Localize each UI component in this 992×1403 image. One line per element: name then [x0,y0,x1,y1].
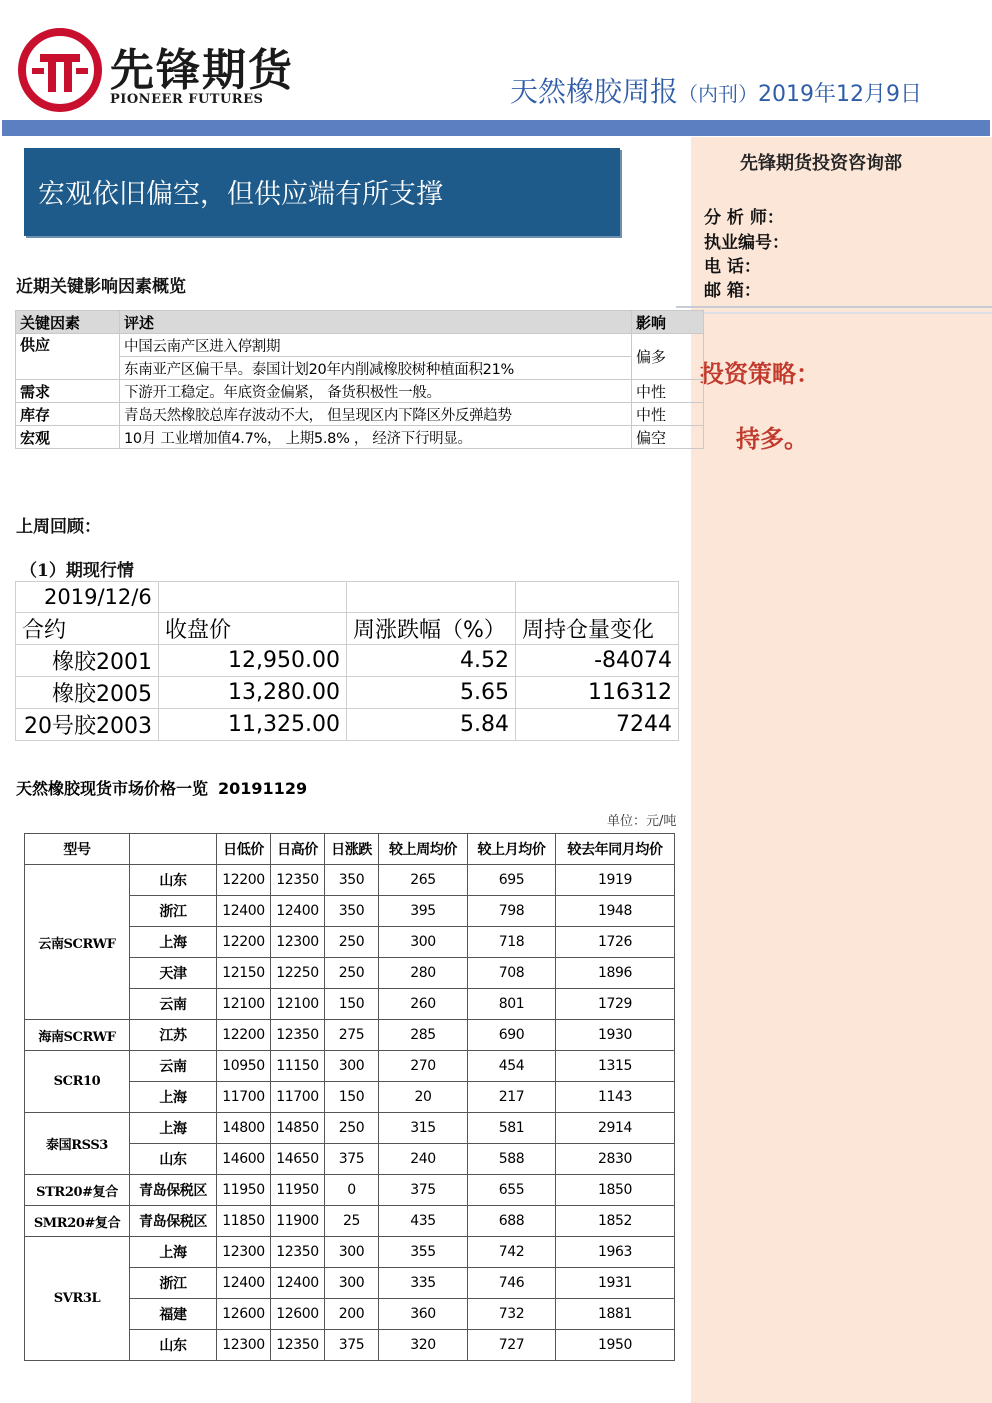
spot-daily-change: 25 [325,1206,379,1237]
factor-desc: 东南亚产区偏干旱。泰国计划20年内削减橡胶树种植面积21% [120,357,632,380]
spot-low: 12300 [217,1237,271,1268]
sidebar-department: 先锋期货投资咨询部 [740,153,902,174]
spot-vs-last-week: 300 [379,927,468,958]
spot-low: 12400 [217,1268,271,1299]
spot-vs-last-year: 1315 [556,1051,675,1082]
futures-close: 13,280.00 [159,677,347,709]
spot-title [16,776,307,799]
spot-grade: 海南SCRWF [25,1020,130,1051]
spot-daily-change: 350 [325,896,379,927]
spot-row [25,865,675,896]
spot-grade: SMR20#复合 [25,1206,130,1237]
spot-vs-last-year: 1948 [556,896,675,927]
spot-high: 12350 [271,1330,325,1361]
futures-change: 4.52 [347,645,516,677]
factors-title: 近期关键影响因素概览 [16,277,186,297]
spot-daily-change: 300 [325,1237,379,1268]
factors-row [16,426,704,449]
spot-title-text: 天然橡胶现货市场价格一览 [16,779,209,798]
spot-vs-last-month: 454 [468,1051,556,1082]
spot-low: 12150 [217,958,271,989]
factor-impact: 偏空 [632,426,704,449]
factor-key: 库存 [16,403,120,426]
spot-high: 12100 [271,989,325,1020]
spot-high: 12350 [271,1237,325,1268]
spot-vs-last-week: 285 [379,1020,468,1051]
spot-location: 上海 [130,1082,217,1113]
spot-vs-last-week: 265 [379,865,468,896]
spot-header: 日涨跌 [325,834,379,865]
futures-change: 5.84 [347,709,516,741]
spot-location: 山东 [130,865,217,896]
spot-high: 14850 [271,1113,325,1144]
spot-header: 型号 [25,834,130,865]
futures-date: 2019/12/6 [16,582,159,613]
spot-vs-last-year: 1919 [556,865,675,896]
spot-vs-last-month: 742 [468,1237,556,1268]
spot-vs-last-week: 375 [379,1175,468,1206]
spot-vs-last-year: 1930 [556,1020,675,1051]
spot-header-row [25,834,675,865]
spot-vs-last-week: 435 [379,1206,468,1237]
futures-row [16,709,679,741]
spot-grade: 云南SCRWF [25,865,130,1020]
futures-date-row [16,582,679,613]
spot-daily-change: 275 [325,1020,379,1051]
spot-low: 12600 [217,1299,271,1330]
spot-row [25,1113,675,1144]
futures-oi-change: 7244 [516,709,679,741]
factors-row [16,380,704,403]
spot-row [25,1020,675,1051]
spot-vs-last-month: 655 [468,1175,556,1206]
logo-english-name: PIONEER FUTURES [110,92,264,107]
spot-vs-last-week: 335 [379,1268,468,1299]
spot-low: 12200 [217,865,271,896]
spot-vs-last-year: 1896 [556,958,675,989]
spot-header: 较上月均价 [468,834,556,865]
spot-vs-last-year: 1931 [556,1268,675,1299]
spot-low: 12200 [217,927,271,958]
spot-daily-change: 300 [325,1268,379,1299]
spot-vs-last-week: 270 [379,1051,468,1082]
factor-impact: 中性 [632,380,704,403]
factor-desc: 中国云南产区进入停割期 [120,334,632,357]
email-label: 邮 箱： [704,281,761,301]
spot-vs-last-week: 20 [379,1082,468,1113]
headline-box [24,148,620,236]
spot-daily-change: 250 [325,927,379,958]
spot-daily-change: 250 [325,1113,379,1144]
factors-row [16,403,704,426]
spot-unit: 单位：元/吨 [607,814,677,829]
headline-text: 宏观依旧偏空，但供应端有所支撑 [38,179,443,210]
spot-vs-last-year: 2914 [556,1113,675,1144]
spot-vs-last-week: 280 [379,958,468,989]
spot-vs-last-year: 1881 [556,1299,675,1330]
spot-high: 14650 [271,1144,325,1175]
spot-vs-last-year: 1729 [556,989,675,1020]
spot-vs-last-month: 727 [468,1330,556,1361]
futures-header-row [16,613,679,645]
spot-row [25,1237,675,1268]
spot-vs-last-year: 2830 [556,1144,675,1175]
sidebar-divider-secondary [691,312,992,314]
spot-location: 青岛保税区 [130,1175,217,1206]
futures-contract: 橡胶2001 [16,645,159,677]
analyst-label: 分 析 师： [704,208,784,228]
spot-header: 较上周均价 [379,834,468,865]
spot-location: 上海 [130,927,217,958]
spot-high: 11150 [271,1051,325,1082]
factor-key: 需求 [16,380,120,403]
spot-location: 浙江 [130,896,217,927]
spot-vs-last-month: 801 [468,989,556,1020]
factors-table [15,310,704,449]
factors-header-desc: 评述 [120,311,632,334]
report-title-main: 天然橡胶周报 [510,75,679,108]
spot-vs-last-week: 355 [379,1237,468,1268]
spot-location: 上海 [130,1237,217,1268]
factor-impact: 中性 [632,403,704,426]
logo-chinese-name: 先锋期货 [110,45,294,96]
factor-key: 供应 [16,334,120,380]
spot-row [25,1051,675,1082]
spot-price-table [24,833,675,1361]
spot-daily-change: 0 [325,1175,379,1206]
spot-vs-last-month: 581 [468,1113,556,1144]
spot-vs-last-month: 688 [468,1206,556,1237]
spot-vs-last-week: 395 [379,896,468,927]
logo-emblem-icon [18,28,102,112]
spot-high: 11950 [271,1175,325,1206]
sidebar-panel [691,137,992,1403]
report-title [510,70,922,110]
phone-label: 电 话： [704,257,761,277]
spot-grade: STR20#复合 [25,1175,130,1206]
strategy-value: 持多。 [736,424,808,453]
factors-row-continued [16,357,704,380]
company-logo [18,28,294,112]
factors-header-impact: 影响 [632,311,704,334]
spot-vs-last-year: 1852 [556,1206,675,1237]
spot-grade: 泰国RSS3 [25,1113,130,1175]
spot-daily-change: 300 [325,1051,379,1082]
spot-daily-change: 250 [325,958,379,989]
futures-close: 12,950.00 [159,645,347,677]
spot-low: 11850 [217,1206,271,1237]
report-title-sub: （内刊） [678,82,759,106]
spot-low: 14600 [217,1144,271,1175]
spot-location: 云南 [130,989,217,1020]
spot-vs-last-month: 798 [468,896,556,927]
spot-location: 浙江 [130,1268,217,1299]
spot-vs-last-month: 695 [468,865,556,896]
spot-high: 11900 [271,1206,325,1237]
spot-location: 云南 [130,1051,217,1082]
factors-header-row [16,311,704,334]
spot-low: 14800 [217,1113,271,1144]
spot-vs-last-year: 1726 [556,927,675,958]
spot-location: 青岛保税区 [130,1206,217,1237]
spot-row [25,1175,675,1206]
factor-desc: 下游开工稳定。年底资金偏紧， 备货积极性一般。 [120,380,632,403]
futures-row [16,677,679,709]
spot-location: 天津 [130,958,217,989]
factor-desc: 青岛天然橡胶总库存波动不大， 但呈现区内下降区外反弹趋势 [120,403,632,426]
review-title: 上周回顾： [16,517,101,537]
spot-vs-last-year: 1963 [556,1237,675,1268]
futures-header: 周持仓量变化 [516,613,679,645]
report-date: 2019年12月9日 [758,82,922,107]
spot-header: 较去年同月均价 [556,834,675,865]
strategy-label: 投资策略： [700,359,820,388]
spot-row [25,1206,675,1237]
spot-vs-last-week: 320 [379,1330,468,1361]
futures-row [16,645,679,677]
spot-header [130,834,217,865]
spot-vs-last-year: 1850 [556,1175,675,1206]
spot-vs-last-week: 360 [379,1299,468,1330]
futures-table [15,581,679,741]
spot-high: 12600 [271,1299,325,1330]
spot-high: 12250 [271,958,325,989]
spot-high: 12300 [271,927,325,958]
factor-impact: 偏多 [632,334,704,380]
spot-high: 12350 [271,1020,325,1051]
spot-location: 山东 [130,1330,217,1361]
futures-contract: 橡胶2005 [16,677,159,709]
spot-low: 12200 [217,1020,271,1051]
spot-high: 11700 [271,1082,325,1113]
spot-low: 11700 [217,1082,271,1113]
spot-vs-last-year: 1950 [556,1330,675,1361]
factor-desc: 10月 工业增加值4.7%， 上期5.8% ， 经济下行明显。 [120,426,632,449]
spot-vs-last-year: 1143 [556,1082,675,1113]
spot-daily-change: 375 [325,1330,379,1361]
spot-high: 12400 [271,1268,325,1299]
spot-vs-last-month: 718 [468,927,556,958]
spot-location: 山东 [130,1144,217,1175]
spot-vs-last-month: 746 [468,1268,556,1299]
review-subtitle: （1）期现行情 [20,561,134,581]
spot-vs-last-month: 732 [468,1299,556,1330]
header-divider-bar [2,120,990,136]
spot-vs-last-month: 708 [468,958,556,989]
spot-vs-last-week: 260 [379,989,468,1020]
spot-high: 12350 [271,865,325,896]
spot-vs-last-month: 690 [468,1020,556,1051]
spot-low: 12100 [217,989,271,1020]
spot-location: 福建 [130,1299,217,1330]
spot-header: 日低价 [217,834,271,865]
spot-low: 12400 [217,896,271,927]
spot-vs-last-month: 588 [468,1144,556,1175]
spot-header: 日高价 [271,834,325,865]
spot-daily-change: 200 [325,1299,379,1330]
factor-key: 宏观 [16,426,120,449]
spot-location: 上海 [130,1113,217,1144]
spot-low: 10950 [217,1051,271,1082]
spot-vs-last-week: 315 [379,1113,468,1144]
spot-location: 江苏 [130,1020,217,1051]
futures-header: 收盘价 [159,613,347,645]
futures-change: 5.65 [347,677,516,709]
spot-low: 12300 [217,1330,271,1361]
spot-vs-last-week: 240 [379,1144,468,1175]
spot-high: 12400 [271,896,325,927]
futures-header: 周涨跌幅（%） [347,613,516,645]
futures-oi-change: -84074 [516,645,679,677]
spot-grade: SCR10 [25,1051,130,1113]
spot-low: 11950 [217,1175,271,1206]
spot-vs-last-month: 217 [468,1082,556,1113]
spot-daily-change: 350 [325,865,379,896]
futures-header: 合约 [16,613,159,645]
spot-date: 20191129 [218,779,308,798]
futures-contract: 20号胶2003 [16,709,159,741]
spot-daily-change: 150 [325,1082,379,1113]
spot-grade: SVR3L [25,1237,130,1361]
license-label: 执业编号： [704,233,789,253]
factors-row [16,334,704,357]
futures-close: 11,325.00 [159,709,347,741]
futures-oi-change: 116312 [516,677,679,709]
sidebar-divider [676,306,992,308]
factors-header-key: 关键因素 [16,311,120,334]
spot-daily-change: 375 [325,1144,379,1175]
spot-daily-change: 150 [325,989,379,1020]
